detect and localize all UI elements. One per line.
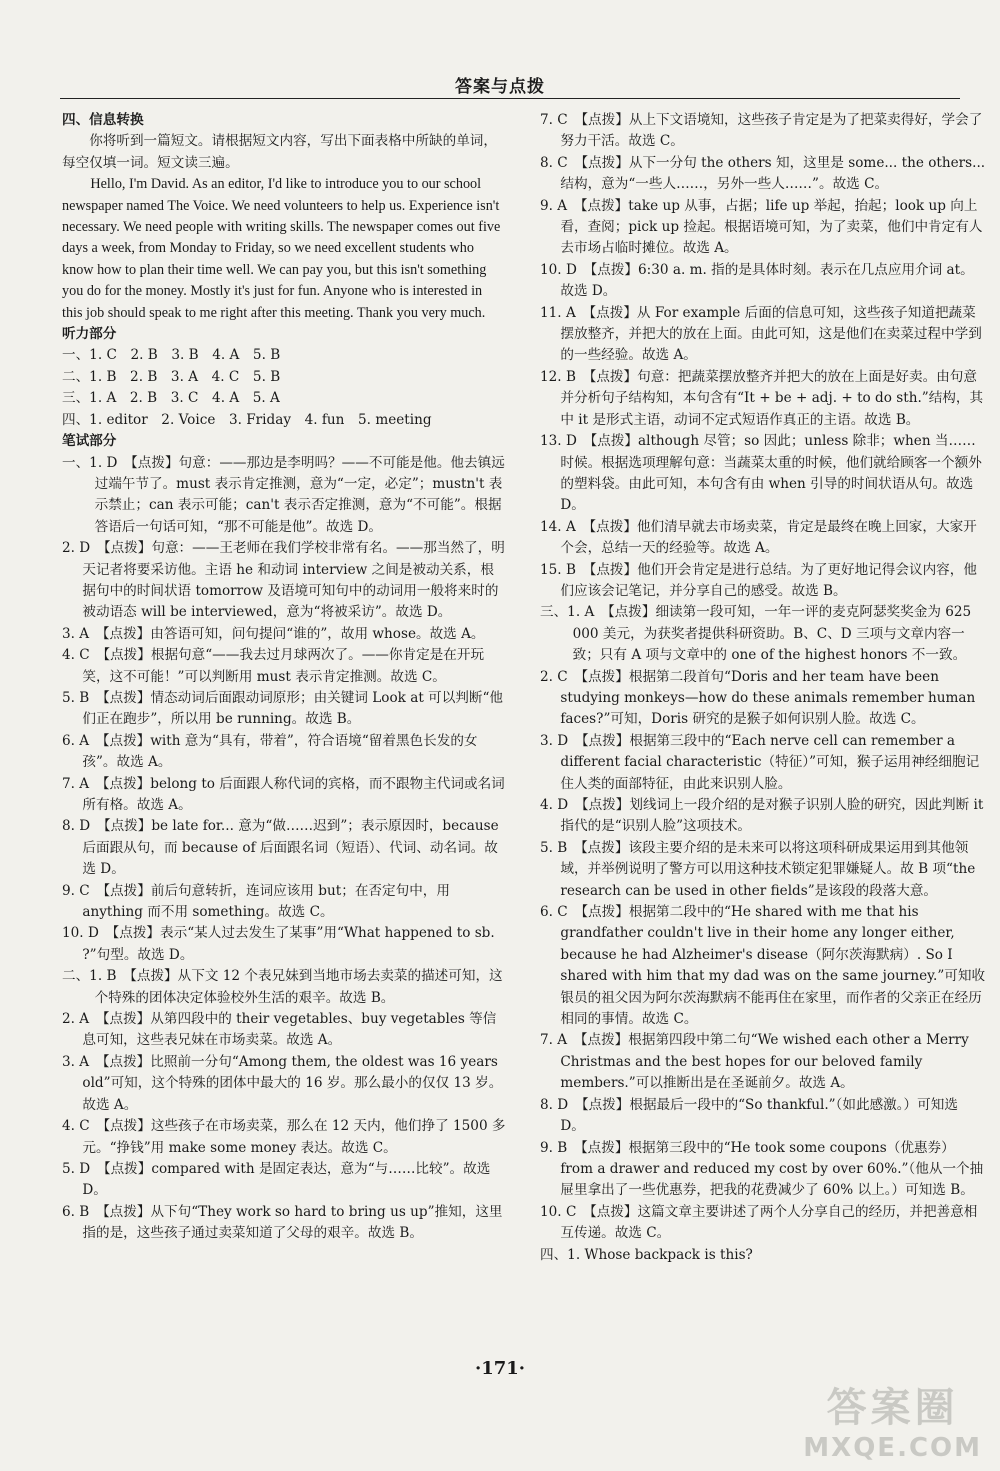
section-heading-listening: 听力部分 — [62, 326, 117, 343]
answer-item: 二、1. B 【点拨】从下文 12 个表兄妹到当地市场去卖菜的描述可知，这个特殊的团体决定体验校外生活的艰辛。故选 B。 — [62, 968, 503, 1006]
answer-item: 6. A 【点拨】with 意为“具有，带着”，符合语境“留着黑色长发的女孩”。故选 A。 — [62, 732, 478, 771]
answer-item: 5. D 【点拨】compared with 是固定表达，意为“与……比较”。故选 D。 — [62, 1160, 491, 1199]
answer-item: 2. C 【点拨】根据第二段首句“Doris and her team have been studying monkeys—how do these animals remember human faces?”可知，Doris 研究的是猴子如何识别人脸。故选 C。 — [540, 668, 976, 728]
answer-item: 四、1. Whose backpack is this? — [540, 1246, 753, 1263]
answer-line: 四、1. editor 2. Voice 3. Friday 4. fun 5. meeting — [62, 411, 432, 428]
page-header-title: 答案与点拨 — [455, 77, 545, 97]
watermark-logo — [803, 1376, 982, 1463]
answer-item: 3. A 【点拨】由答语可知，问句提问“谁的”，故用 whose。故选 A。 — [62, 625, 485, 642]
answer-item: 8. D 【点拨】根据最后一段中的“So thankful.”（如此感激。）可知选 D。 — [540, 1096, 958, 1135]
listening-script: Hello, I'm David. As an editor, I'd like to introduce you to our school newspaper named The Voice. We need volunteers to help us. Experience isn't necessary. We need people with writing skills. The newspaper comes out five days a week, from Monday to Friday, so we need excellent students who know how to plan their time well. We can pay you, but this isn't something you do for the money. Mostly it's just for fun. Anyone who is interested in this job should speak to me right after this meeting. Thank you very much. — [62, 176, 501, 321]
answer-item: 5. B 【点拨】该段主要介绍的是未来可以将这项科研成果运用到其他领域，并举例说明了警方可以用这种技术锁定犯罪嫌疑人。故 B 项“the research can be used in other fields”是该段的段落大意。 — [540, 839, 976, 899]
answer-item: 11. A 【点拨】从 For example 后面的信息可知，这些孩子知道把蔬菜摆放整齐，并把大的放在上面。由此可知，这是他们在卖菜过程中学到的一些经验。故选 A。 — [540, 304, 982, 364]
answer-item: 9. A 【点拨】take up 从事，占据；life up 举起，抬起；look up 向上看，查阅；pick up 捡起。根据语境可知，为了卖菜，他们中肯定有人去市场占临时摊位。故选 A。 — [540, 197, 983, 257]
instruction-text: 你将听到一篇短文。请根据短文内容，写出下面表格中所缺的单词，每空仅填一词。短文读三遍。 — [62, 133, 497, 171]
answer-item: 2. A 【点拨】从第四段中的 their vegetables、buy vegetables 等信息可知，这些表兄妹在市场卖菜。故选 A。 — [62, 1011, 497, 1049]
section-heading-written: 笔试部分 — [62, 433, 117, 450]
answer-item: 2. D 【点拨】句意：——王老师在我们学校非常有名。——那当然了，明天记者将要采访他。主语 he 和动词 interview 之间是被动关系，根据句中的时间状语 tomorrow 及语境可知句中的动词用一般将来时的被动语态 will be interviewed，意为“将被采访”。故选 D。 — [62, 540, 505, 621]
left-column — [62, 110, 506, 1245]
answer-item: 8. D 【点拨】be late for... 意为“做……迟到”；表示原因时，because 后面跟从句，而 because of 后面跟名词（短语）、代词、动名词。故选 D。 — [62, 818, 499, 878]
answer-item: 4. C 【点拨】根据句意“——我去过月球两次了。——你肯定是在开玩笑，这不可能！”可以判断用 must 表示肯定推测。故选 C。 — [62, 647, 485, 685]
answer-item: 10. D 【点拨】表示“某人过去发生了某事”用“What happened to sb. ?”句型。故选 D。 — [62, 925, 495, 963]
answer-line: 二、1. B 2. B 3. A 4. C 5. B — [62, 368, 281, 385]
answer-item: 6. C 【点拨】根据第二段中的“He shared with me that his grandfather couldn't live in their home any longer either, because he had Alzheimer's disease（阿尔茨海默病）. So I shared with him that my dad was on the same journey.”可知收银员的祖父因为阿尔茨海默病不能再住在家里，而作者的父亲正在经历相同的事情。故选 C。 — [540, 904, 986, 1028]
answer-item: 9. C 【点拨】前后句意转折，连词应该用 but；在否定句中，用 anything 而不用 something。故选 C。 — [62, 882, 450, 921]
watermark-line1: 答案圈 — [826, 1385, 959, 1431]
answer-item: 7. A 【点拨】根据第四段中第二句“We wished each other a Merry Christmas and the best hopes for our beloved family members.”可以推断出是在圣诞前夕。故选 A。 — [540, 1032, 969, 1092]
answer-item: 12. B 【点拨】句意：把蔬菜摆放整齐并把大的放在上面是好卖。由句意并分析句子结构知，本句含有“It + be + adj. + to do sth.”结构，其中 it 是形式主语，动词不定式短语作真正的主语。故选 B。 — [540, 368, 984, 428]
answer-item: 3. D 【点拨】根据第三段中的“Each nerve cell can remember a different facial characteristic（特征）”可知，猴子运用神经细胞记住人类的面部特征，由此来识别人脸。 — [540, 732, 980, 792]
answer-line: 三、1. A 2. B 3. C 4. A 5. A — [62, 390, 280, 407]
answer-item: 10. C 【点拨】这篇文章主要讲述了两个人分享自己的经历，并把善意相互传递。故选 C。 — [540, 1203, 978, 1242]
answer-item: 3. A 【点拨】比照前一分句“Among them, the oldest was 16 years old”可知，这个特殊的团体中最大的 16 岁。那么最小的仅仅 13 岁。故选 A。 — [62, 1053, 503, 1113]
answer-item: 15. B 【点拨】他们开会肯定是进行总结。为了更好地记得会议内容，他们应该会记笔记，并分享自己的感受。故选 B。 — [540, 561, 977, 599]
answer-item: 6. B 【点拨】从下句“They work so hard to bring us up”推知，这里指的是，这些孩子通过卖菜知道了父母的艰辛。故选 B。 — [62, 1203, 503, 1242]
watermark-line2: MXQE.COM — [803, 1433, 982, 1463]
answer-item: 一、1. D 【点拨】句意：——那边是李明吗？——不可能是他。他去镇远过端午节了。must 表示肯定推测，意为“一定，必定”；mustn't 表示禁止；can 表示可能；can't 表示否定推测，意为“不可能”。根据答语后一句话可知，“那不可能是他”。故选 D。 — [62, 454, 505, 535]
answer-item: 4. D 【点拨】划线词上一段介绍的是对猴子识别人脸的研究，因此判断 it 指代的是“识别人脸”这项技术。 — [540, 797, 984, 835]
answer-item: 14. A 【点拨】他们清早就去市场卖菜，肯定是最终在晚上回家，大家开个会，总结一天的经验等。故选 A。 — [540, 518, 977, 557]
answer-line: 一、1. C 2. B 3. B 4. A 5. B — [62, 347, 281, 364]
answer-item: 13. D 【点拨】although 尽管；so 因此；unless 除非；when 当……时候。根据选项理解句意：当蔬菜太重的时候，他们就给顾客一个额外的塑料袋。由此可知，本句含有由 when 引导的时间状语从句。故选 D。 — [540, 433, 982, 514]
section-heading: 四、信息转换 — [62, 112, 144, 128]
answer-item: 10. D 【点拨】6:30 a. m. 指的是具体时刻。表示在几点应用介词 at。故选 D。 — [540, 261, 974, 300]
answer-item: 7. A 【点拨】belong to 后面跟人称代词的宾格，而不跟物主代词或名词所有格。故选 A。 — [62, 775, 505, 813]
answer-item: 5. B 【点拨】情态动词后面跟动词原形；由关键词 Look at 可以判断“他们正在跑步”，所以用 be running。故选 B。 — [62, 689, 504, 728]
answer-item: 三、1. A 【点拨】细读第一段可知，一年一评的麦克阿瑟奖奖金为 625 000 美元，为获奖者提供科研资助。B、C、D 三项与文章内容一致；只有 A 项与文章中的 one of the highest honors 不一致。 — [540, 604, 972, 664]
answer-item: 4. C 【点拨】这些孩子在市场卖菜，那么在 12 天内，他们挣了 1500 多元。“挣钱”用 make some money 表达。故选 C。 — [62, 1118, 506, 1156]
header-divider — [60, 98, 960, 99]
right-column — [540, 110, 986, 1266]
answer-item: 9. B 【点拨】根据第三段中的“He took some coupons（优惠券） from a drawer and reduced my cost by over 60%.”（他从一个抽屉里拿出了一些优惠券，把我的花费减少了 60% 以上。）可知选 B。 — [540, 1139, 984, 1199]
page-number: ·171· — [474, 1358, 526, 1379]
answer-item: 7. C 【点拨】从上下文语境知，这些孩子肯定是为了把菜卖得好，学会了努力干活。故选 C。 — [540, 112, 983, 150]
answer-item: 8. C 【点拨】从下一分句 the others 知，这里是 some... the others... 结构，意为“一些人……，另外一些人……”。故选 C。 — [540, 154, 986, 193]
